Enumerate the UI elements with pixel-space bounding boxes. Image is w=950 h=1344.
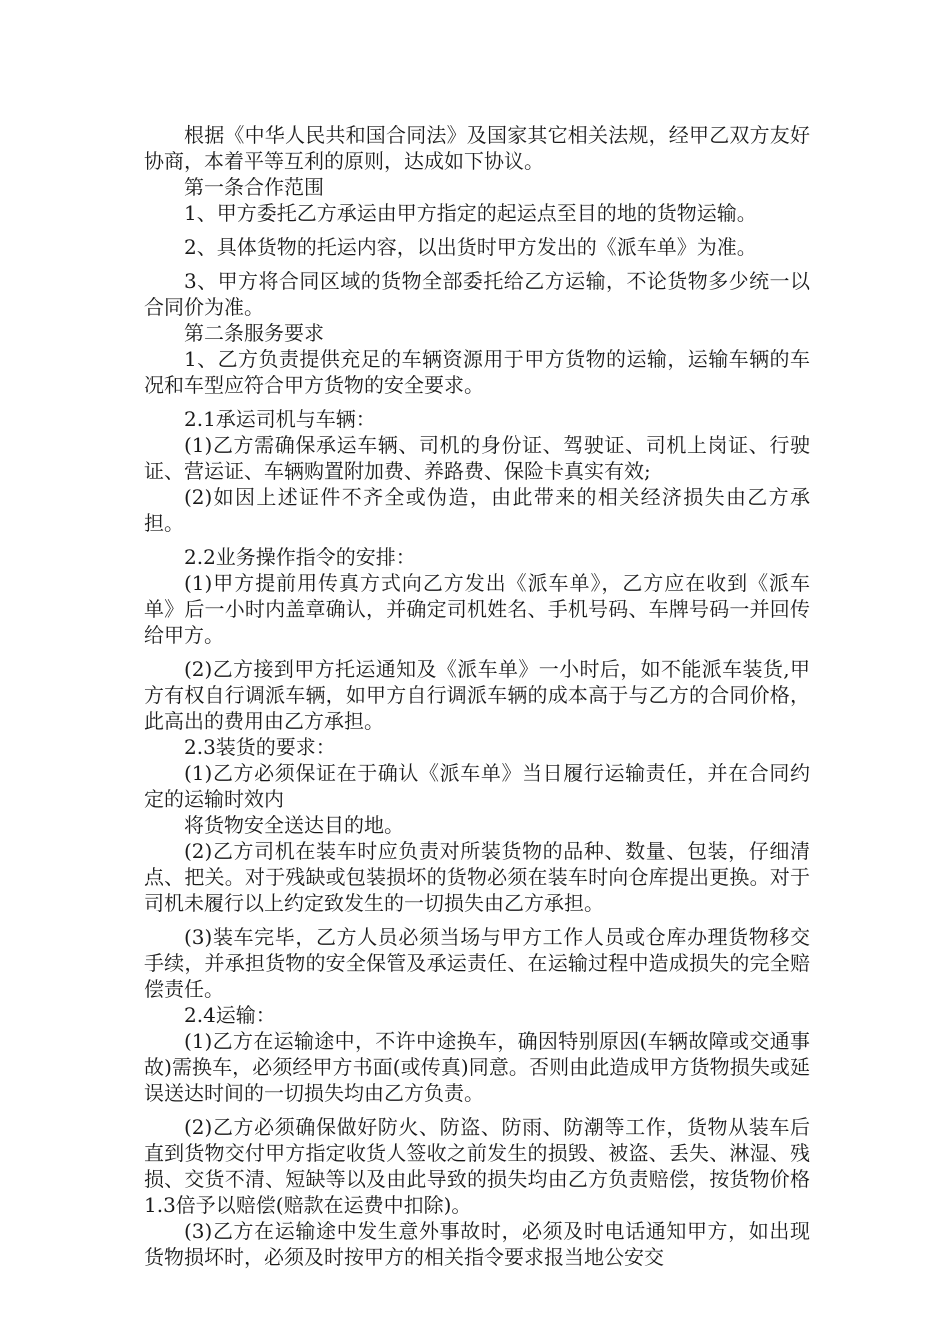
paragraph-2-3-3: (3)装车完毕，乙方人员必须当场与甲方工作人员或仓库办理货物移交手续，并承担货物的安全保管及承运责任、在运输过程中造成损失的完全赔偿责任。 <box>144 925 810 1001</box>
paragraph-2-3-2: (2)乙方司机在装车时应负责对所装货物的品种、数量、包装，仔细清点、把关。对于残缺或包装损坏的货物必须在装车时向仓库提出更换。对于司机未履行以上约定致发生的一切损失由乙方承担。 <box>144 839 810 915</box>
document-body <box>144 122 810 1270</box>
paragraph-1-2: 2、具体货物的托运内容，以出货时甲方发出的《派车单》为准。 <box>184 235 757 259</box>
heading-2-2: 2.2业务操作指令的安排： <box>184 545 416 569</box>
paragraph-2-1-1: (1)乙方需确保承运车辆、司机的身份证、驾驶证、司机上岗证、行驶证、营运证、车辆购置附加费、养路费、保险卡真实有效; <box>144 433 810 483</box>
heading-2-4: 2.4运输： <box>184 1003 276 1027</box>
paragraph-2-1-2: (2)如因上述证件不齐全或伪造，由此带来的相关经济损失由乙方承担。 <box>144 485 810 535</box>
paragraph-1-1: 1、甲方委托乙方承运由甲方指定的起运点至目的地的货物运输。 <box>184 201 757 225</box>
heading-article-2: 第二条服务要求 <box>184 321 324 345</box>
paragraph-2-2-1: (1)甲方提前用传真方式向乙方发出《派车单》，乙方应在收到《派车单》后一小时内盖章确认，并确定司机姓名、手机号码、车牌号码一并回传给甲方。 <box>144 571 810 647</box>
paragraph-2-4-3: (3)乙方在运输途中发生意外事故时，必须及时电话通知甲方，如出现货物损坏时，必须及时按甲方的相关指令要求报当地公安交 <box>144 1219 810 1269</box>
paragraph-2-4-2: (2)乙方必须确保做好防火、防盗、防雨、防潮等工作，货物从装车后直到货物交付甲方指定收货人签收之前发生的损毁、被盗、丢失、淋湿、残损、交货不清、短缺等以及由此导致的损失均由乙方负责赔偿，按货物价格1.3倍予以赔偿(赔款在运费中扣除)。 <box>144 1115 810 1217</box>
paragraph-2-4-1: (1)乙方在运输途中，不许中途换车，确因特别原因(车辆故障或交通事故)需换车，必须经甲方书面(或传真)同意。否则由此造成甲方货物损失或延误送达时间的一切损失均由乙方负责。 <box>144 1029 810 1105</box>
paragraph-1-3: 3、甲方将合同区域的货物全部委托给乙方运输，不论货物多少统一以合同价为准。 <box>144 269 810 319</box>
heading-2-3: 2.3装货的要求： <box>184 735 336 759</box>
paragraph-intro: 根据《中华人民共和国合同法》及国家其它相关法规，经甲乙双方友好协商，本着平等互利的原则，达成如下协议。 <box>144 123 810 173</box>
heading-2-1: 2.1承运司机与车辆： <box>184 407 376 431</box>
paragraph-2-2-2: (2)乙方接到甲方托运通知及《派车单》一小时后，如不能派车装货,甲方有权自行调派车辆，如甲方自行调派车辆的成本高于与乙方的合同价格，此高出的费用由乙方承担。 <box>144 657 810 733</box>
paragraph-2-3-1-cont: 将货物安全送达目的地。 <box>184 813 404 837</box>
paragraph-2-1: 1、乙方负责提供充足的车辆资源用于甲方货物的运输，运输车辆的车况和车型应符合甲方货物的安全要求。 <box>144 347 810 397</box>
paragraph-2-3-1: (1)乙方必须保证在于确认《派车单》当日履行运输责任，并在合同约定的运输时效内 <box>144 761 810 811</box>
heading-article-1: 第一条合作范围 <box>184 175 324 199</box>
